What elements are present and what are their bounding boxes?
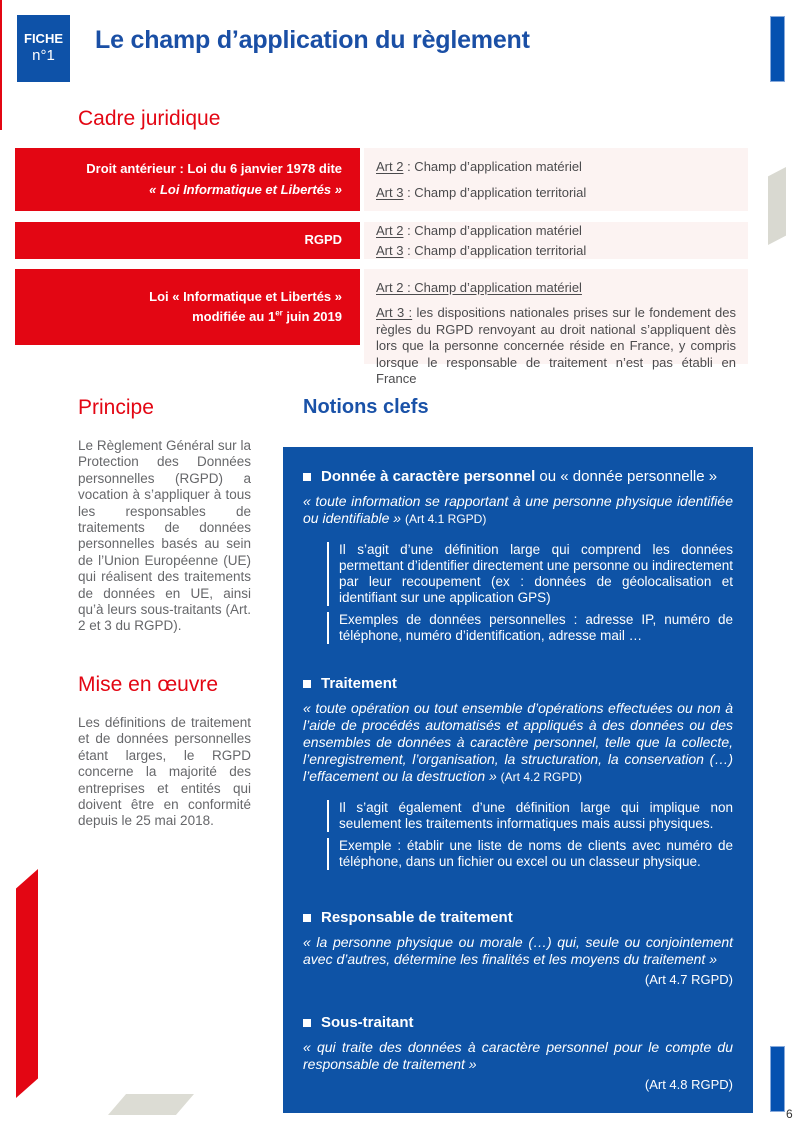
article-ref: Art 2 bbox=[376, 159, 404, 174]
fiche-badge-label: FICHE bbox=[24, 31, 63, 46]
notion-title bbox=[303, 908, 733, 928]
articles-box-loi-modifiee bbox=[364, 269, 748, 386]
mise-en-oeuvre-body: Les définitions de traitement et de données personnelles étant larges, le RGPD concerne la majorité des entreprises et entités qui doivent être en conformité depuis le 25 mai 2018. bbox=[78, 714, 251, 829]
article-text: les dispositions nationales prises sur le fondement des règles du RGPD renvoyant au droit national s’appliquent dès lors que la personne concernée réside en France, y compris lorsque le responsable de traitement n’est pas établi en France bbox=[376, 305, 736, 386]
section-heading-mise-en-oeuvre: Mise en œuvre bbox=[78, 672, 219, 696]
fiche-badge bbox=[17, 15, 70, 82]
article-text: : Champ d’application matériel bbox=[403, 223, 582, 238]
notion-title-rest: ou « donnée personnelle » bbox=[535, 468, 718, 485]
law-label-line2: « Loi Informatique et Libertés » bbox=[149, 181, 342, 197]
notion-sous-traitant bbox=[303, 1013, 733, 1092]
law-label-line1: Loi « Informatique et Libertés » bbox=[149, 288, 342, 304]
notion-title bbox=[303, 674, 733, 694]
bottom-right-blue-bar bbox=[770, 1046, 785, 1112]
article-reference: (Art 4.1 RGPD) bbox=[404, 512, 487, 526]
article-line bbox=[376, 242, 736, 259]
bullet-square-icon bbox=[303, 680, 311, 688]
article-line bbox=[376, 158, 736, 175]
red-parallelogram-left bbox=[16, 869, 38, 1098]
article-reference: (Art 4.7 RGPD) bbox=[644, 972, 733, 987]
article-ref: Art 3 : bbox=[376, 305, 413, 320]
gray-parallelogram-bottom bbox=[108, 1094, 194, 1115]
notion-note: Exemples de données personnelles : adresse IP, numéro de téléphone, numéro d’identification, adresse mail … bbox=[327, 612, 733, 644]
left-column bbox=[78, 396, 251, 830]
article-text: : Champ d’application territorial bbox=[403, 243, 587, 258]
bullet-square-icon bbox=[303, 914, 311, 922]
article-reference: (Art 4.2 RGPD) bbox=[500, 770, 583, 784]
page-title: Le champ d’application du règlement bbox=[95, 26, 530, 54]
article-3-paragraph bbox=[376, 305, 736, 388]
article-text: : Champ d’application matériel bbox=[403, 159, 582, 174]
section-heading-cadre-juridique: Cadre juridique bbox=[78, 107, 221, 130]
article-ref: Art 3 bbox=[376, 185, 404, 200]
notion-title-bold: Traitement bbox=[321, 675, 397, 692]
superscript-er: er bbox=[275, 308, 283, 318]
law-label-line1: Droit antérieur : Loi du 6 janvier 1978 dite bbox=[86, 161, 342, 177]
notion-title-bold: Sous-traitant bbox=[321, 1014, 414, 1031]
article-text: : Champ d’application territorial bbox=[403, 185, 587, 200]
articles-box-droit-anterieur bbox=[364, 148, 748, 211]
article-line bbox=[376, 222, 736, 239]
notion-responsable-de-traitement bbox=[303, 908, 733, 987]
notions-clefs-panel bbox=[283, 447, 753, 1113]
notion-note: Exemple : établir une liste de noms de clients avec numéro de téléphone, dans un fichier ou excel ou un classeur physique. bbox=[327, 838, 733, 870]
article-2-full: Art 2 : Champ d’application matériel bbox=[376, 280, 582, 295]
notion-quote: « toute information se rapportant à une personne physique identifiée ou identifiable » (Art 4.1 RGPD) bbox=[303, 493, 733, 526]
article-ref: Art 3 bbox=[376, 243, 404, 258]
notion-title-bold: Responsable de traitement bbox=[321, 909, 513, 926]
article-reference: (Art 4.8 RGPD) bbox=[644, 1077, 733, 1092]
law-box-droit-anterieur bbox=[15, 148, 360, 211]
section-heading-principe: Principe bbox=[78, 396, 154, 419]
articles-box-rgpd bbox=[364, 222, 748, 259]
left-edge-red-sliver bbox=[0, 0, 2, 130]
article-line bbox=[376, 184, 736, 201]
notion-quote: « la personne physique ou morale (…) qui, seule ou conjointement avec d’autres, détermine les finalités et les moyens du traitement » bbox=[303, 934, 733, 967]
law-box-loi-modifiee bbox=[15, 269, 360, 345]
notion-note: Il s’agit d’une définition large qui comprend les données permettant d’identifier directement une personne ou indirectement par leur recoupement (ex : données de géolocalisation et identifiant sur une application GPS) bbox=[327, 542, 733, 606]
bullet-square-icon bbox=[303, 473, 311, 481]
law-box-rgpd bbox=[15, 222, 360, 259]
notion-donnee-personnelle bbox=[303, 467, 733, 644]
notion-title bbox=[303, 1013, 733, 1033]
law-label: RGPD bbox=[304, 232, 342, 248]
bullet-square-icon bbox=[303, 1019, 311, 1027]
fiche-badge-number: n°1 bbox=[32, 47, 55, 65]
notion-title-bold: Donnée à caractère personnel bbox=[321, 468, 536, 485]
notion-note: Il s’agit également d’une définition large qui implique non seulement les traitements informatiques mais aussi physiques. bbox=[327, 800, 733, 832]
notion-traitement bbox=[303, 674, 733, 870]
gray-parallelogram-right bbox=[768, 167, 786, 245]
page-number: 6 bbox=[786, 1107, 793, 1121]
notion-title bbox=[303, 467, 733, 487]
notion-quote: « toute opération ou tout ensemble d’opérations effectuées ou non à l’aide de procédés automatisés et appliqués à des données ou des ensembles de données à caractère personnel, telle que la collecte, l’enregistrement, l’organisation, la structuration, la conservation (…) l’effacement ou la destruction » (Art 4.2 RGPD) bbox=[303, 700, 733, 784]
top-right-blue-bar bbox=[770, 16, 785, 82]
article-ref: Art 2 bbox=[376, 223, 404, 238]
section-heading-notions-clefs: Notions clefs bbox=[303, 396, 429, 418]
principe-body: Le Règlement Général sur la Protection des Données personnelles (RGPD) a vocation à s’appliquer à tous les responsables de traitements de données personnelles basés au sein de l’Union Européenne (UE) qui réalisent des traitements de données en UE, ainsi qu’à leurs sous-traitants (Art. 2 et 3 du RGPD). bbox=[78, 438, 251, 634]
notion-quote: « qui traite des données à caractère personnel pour le compte du responsable de traitement » bbox=[303, 1039, 733, 1072]
law-label-line2: modifiée au 1er juin 2019 bbox=[192, 308, 342, 324]
